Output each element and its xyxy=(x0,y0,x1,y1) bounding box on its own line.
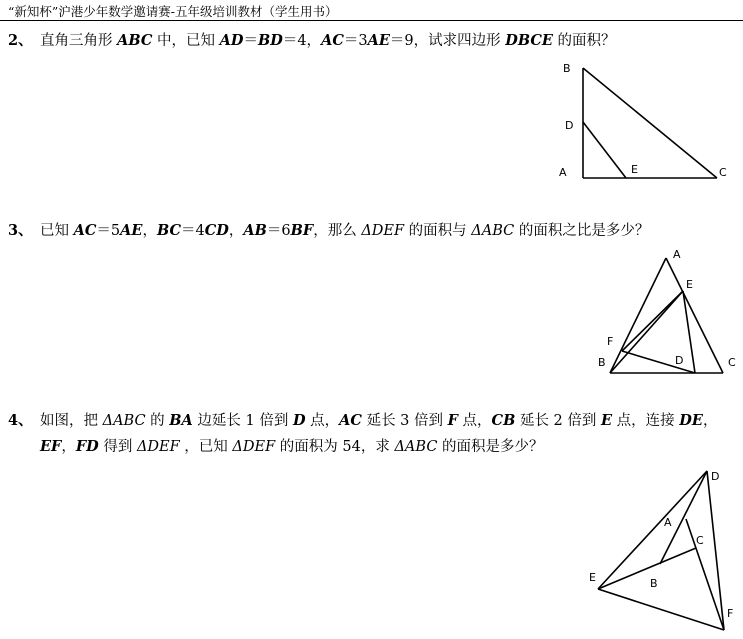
label-f: F xyxy=(607,335,614,348)
segment-ebc xyxy=(598,548,696,589)
label-d: D xyxy=(711,470,720,483)
label-e: E xyxy=(631,163,638,176)
segment-de xyxy=(598,471,707,589)
label-c: C xyxy=(696,534,704,547)
label-d: D xyxy=(675,354,684,367)
label-a: A xyxy=(664,516,672,529)
label-f: F xyxy=(727,607,734,620)
question-number: 4、 xyxy=(8,412,33,429)
figure-4-triangle xyxy=(598,471,724,630)
question-number: 2、 xyxy=(8,32,33,49)
label-e: E xyxy=(589,571,596,584)
question-3: 3、 已知 AC＝5AE，BC＝4CD，AB＝6BF，那么 ΔDEF 的面积与 ΔABC 的面积之比是多少？ xyxy=(8,218,649,244)
label-a: A xyxy=(673,248,681,261)
figure-3-triangle xyxy=(610,258,723,373)
label-a: A xyxy=(559,166,567,179)
label-c: C xyxy=(719,166,727,179)
question-2: 2、 直角三角形 ABC 中，已知 AD＝BD＝4，AC＝3AE＝9，试求四边形 DBCE 的面积？ xyxy=(8,28,616,54)
question-number: 3、 xyxy=(8,222,33,239)
segment-de xyxy=(583,122,626,178)
segment-bc xyxy=(583,68,717,178)
segment-fe xyxy=(622,291,683,351)
label-d: D xyxy=(565,119,574,132)
label-b: B xyxy=(598,356,606,369)
label-b: B xyxy=(563,62,571,75)
segment-be xyxy=(610,291,683,373)
segment-ef xyxy=(598,589,724,630)
figure-2-right-triangle xyxy=(583,68,717,178)
question-4: 4、 如图，把 ΔABC 的 BA 边延长 1 倍到 D 点，AC 延长 3 倍到 F 点，CB 延长 2 倍到 E 点，连接 DE， EF，FD 得到 ΔDEF ，已知 ΔDEF 的面积为 54，求 ΔABC 的面积是多少？ xyxy=(8,408,717,460)
label-c: C xyxy=(728,356,736,369)
segment-fd xyxy=(622,351,695,373)
label-e: E xyxy=(686,278,693,291)
label-b: B xyxy=(650,577,658,590)
page-header: “新知杯”沪港少年数学邀请赛-五年级培训教材（学生用书） xyxy=(8,4,338,19)
